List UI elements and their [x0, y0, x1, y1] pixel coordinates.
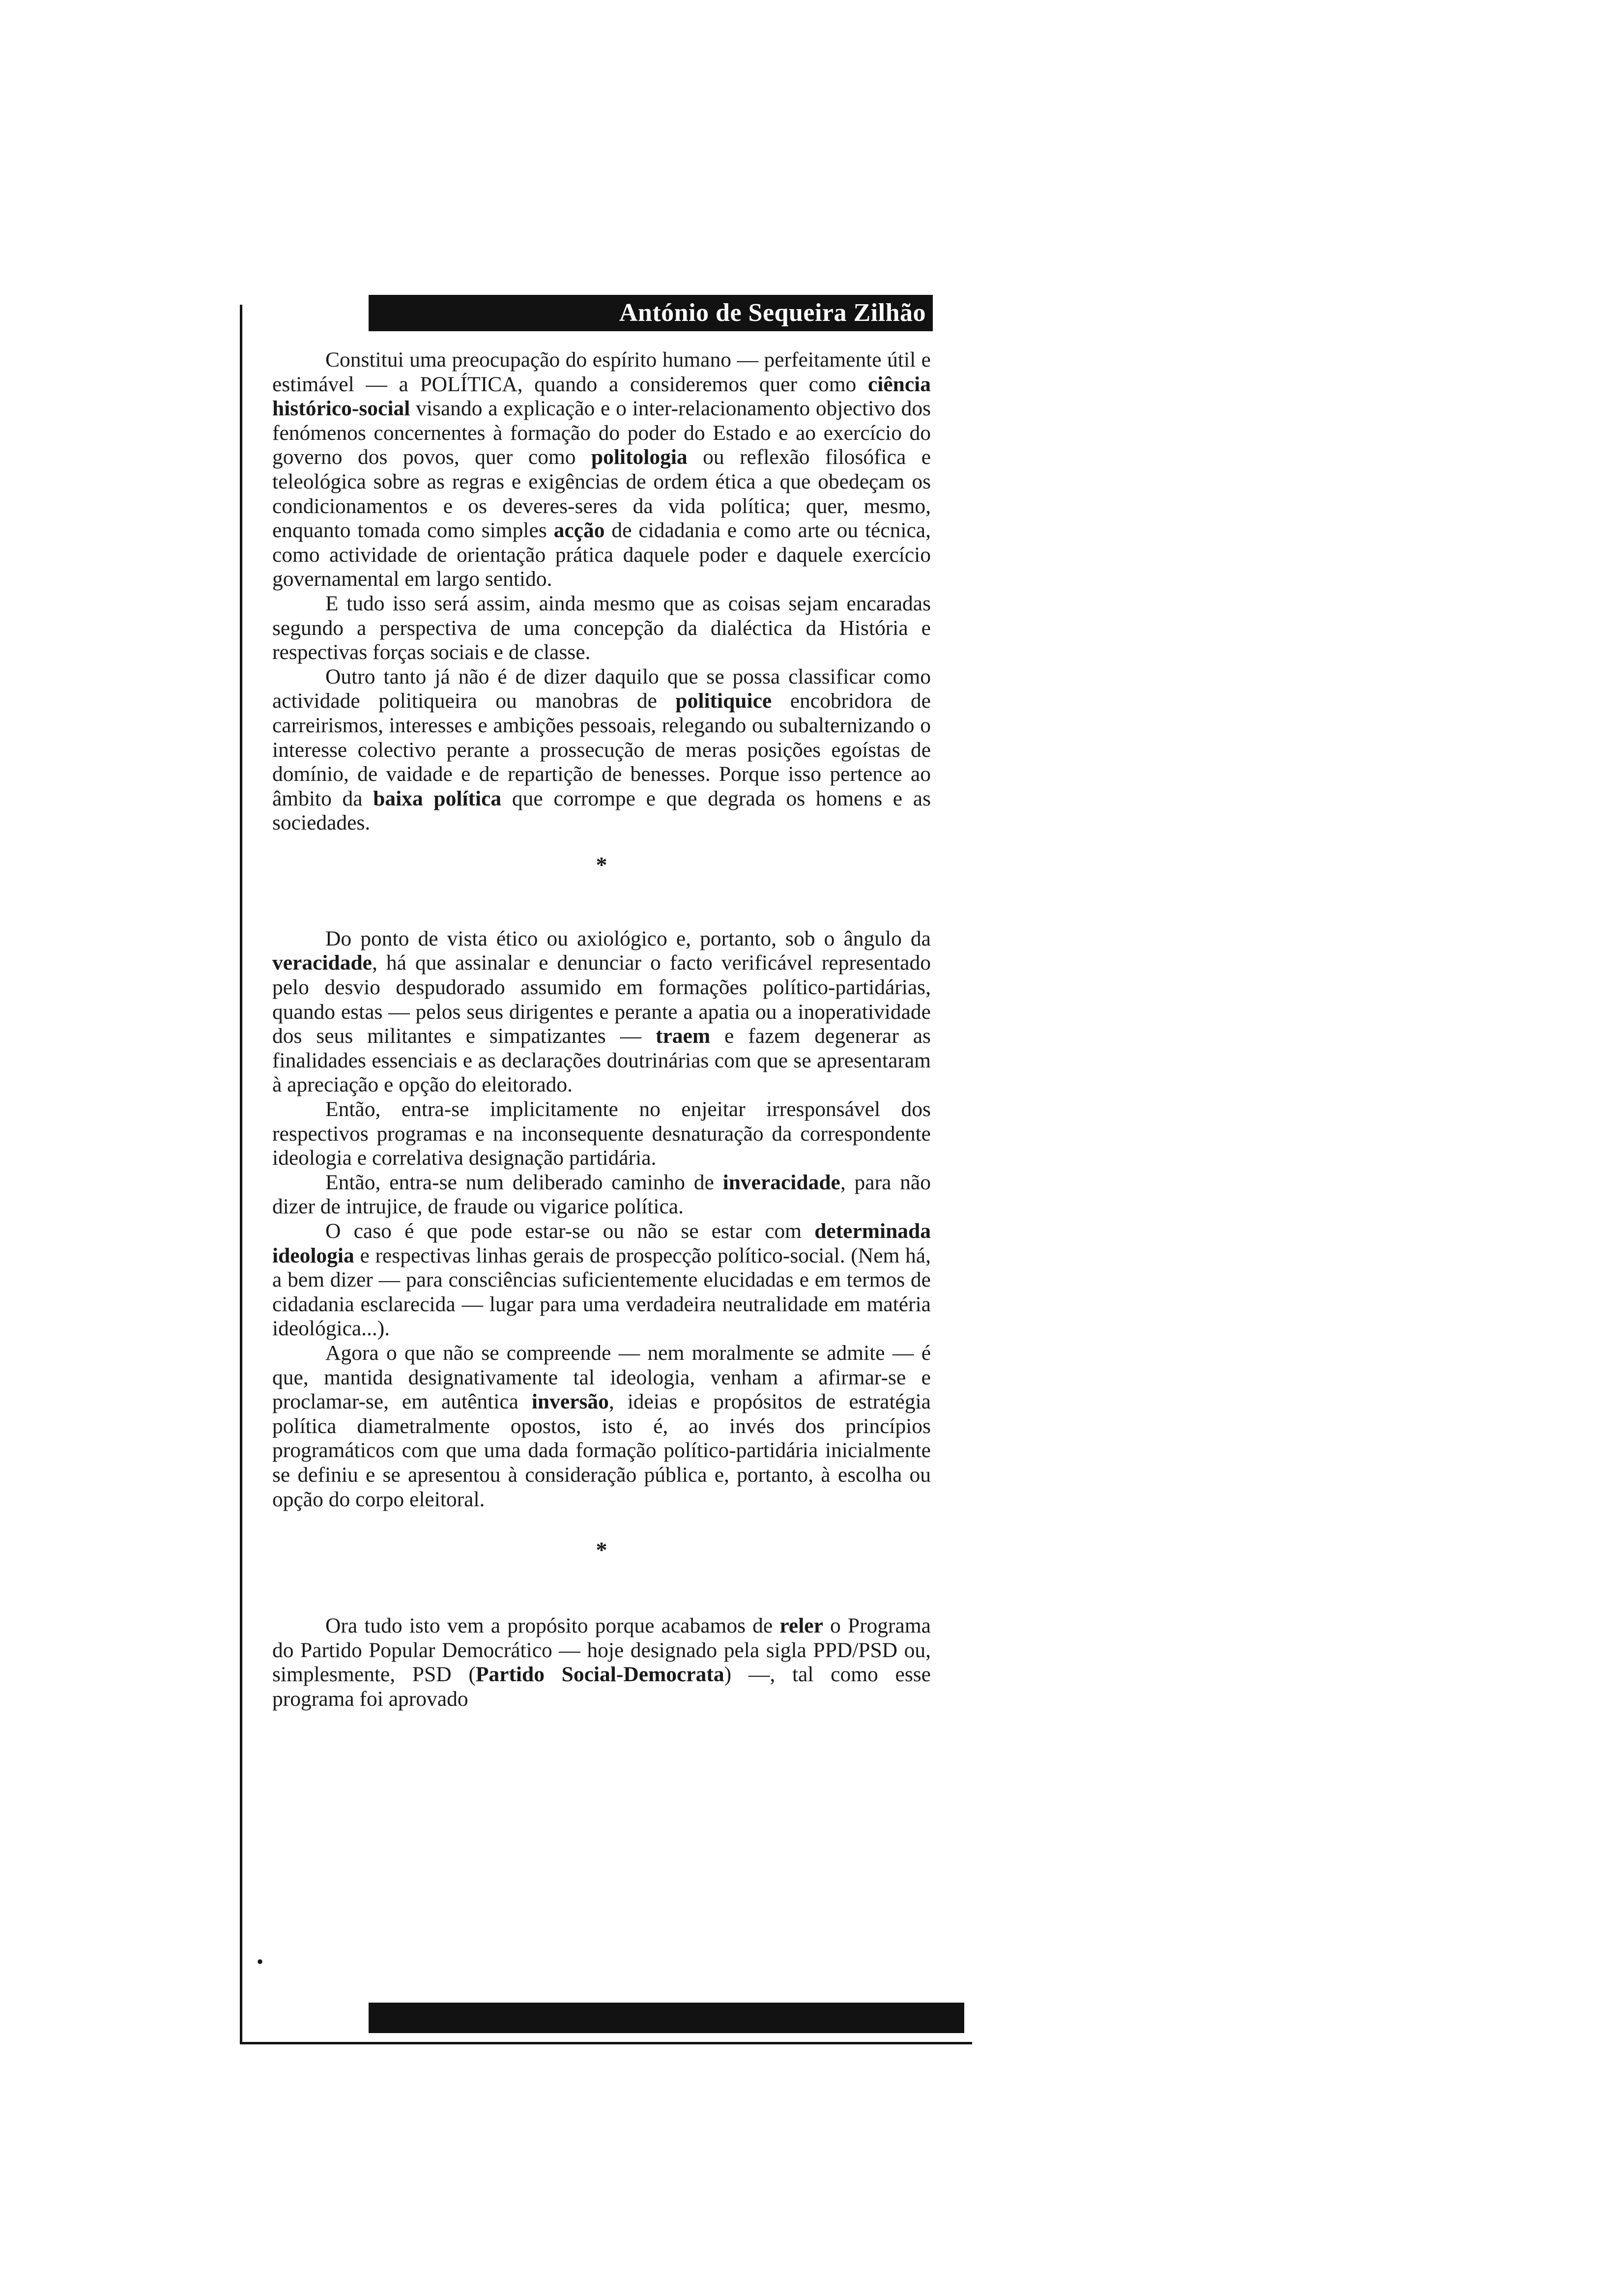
paragraph [272, 348, 931, 592]
body-text: visando a explicação e o inter-relacionamento objectivo dos fenómenos concernentes à formação do poder do Estado e ao exercício do governo dos povos, quer como [272, 397, 931, 469]
body-text: , há que assinalar e denunciar o facto verificável representado pelo desvio despudorado assumido em formações político-partidárias, quando estas — pelos seus dirigentes e perante a apatia ou a inoperatividade dos seus militantes e simpatizantes — [272, 951, 931, 1048]
body-text: e fazem degenerar as finalidades essenciais e as declarações doutrinárias com que se apresentaram à apreciação e opção do eleitorado. [272, 1024, 931, 1097]
section-separator: * [596, 852, 607, 877]
left-column-rule [240, 305, 242, 2044]
article-body [272, 348, 931, 1712]
body-text: E tudo isso será assim, ainda mesmo que as coisas sejam encaradas segundo a perspectiva de uma concepção da dialéctica da História e respectivas forças sociais e de classe. [272, 591, 931, 664]
emphasis-text: politologia [591, 445, 688, 469]
body-text: , ideias e propósitos de estratégia política diametralmente opostos, isto é, ao invés dos princípios programáticos com que uma dada formação político-partidária inicialmente se definiu e se apresentou à consideração pública e, portanto, à escolha ou opção do corpo eleitoral. [272, 1390, 931, 1511]
paragraph [272, 1341, 931, 1512]
emphasis-text: inveracidade [722, 1170, 840, 1194]
emphasis-text: reler [779, 1614, 823, 1638]
emphasis-text: traem [655, 1024, 711, 1048]
paragraph [272, 1219, 931, 1341]
author-name: António de Sequeira Zilhão [619, 299, 926, 327]
body-text: encobridora de carreirismos, interesses e ambições pessoais, relegando ou subalternizando o interesse colectivo perante a prossecução de meras posições egoístas de domínio, de vaidade e de repartição de benesses. Porque isso pertence ao âmbito da [272, 689, 931, 810]
body-text: Então, entra-se num deliberado caminho de [325, 1170, 723, 1194]
body-text: Outro tanto já não é de dizer daquilo que se possa classificar como actividade politiqueira ou manobras de [272, 664, 931, 713]
footer-banner [369, 2003, 964, 2033]
body-text: Constitui uma preocupação do espírito humano — perfeitamente útil e estimável — a POLÍTICA, quando a consideremos quer como [272, 348, 931, 396]
emphasis-text: veracidade [272, 951, 372, 975]
body-text: o Programa do Partido Popular Democrático — hoje designado pela sigla PPD/PSD ou, simplesmente, PSD ( [272, 1614, 931, 1687]
body-text: que corrompe e que degrada os homens e as sociedades. [272, 786, 931, 835]
body-text: Do ponto de vista ético ou axiológico e, portanto, sob o ângulo da [325, 926, 931, 950]
bottom-rule [240, 2042, 972, 2044]
paragraph [272, 1171, 931, 1219]
author-banner [369, 295, 933, 331]
paragraph [272, 927, 931, 1097]
section-separator: * [596, 1537, 607, 1563]
paragraph [272, 1614, 931, 1711]
emphasis-text: ciência histórico-social [272, 372, 931, 421]
body-text: ) —, tal como esse programa foi aprovado [272, 1663, 931, 1711]
emphasis-text: determinada ideologia [272, 1219, 931, 1267]
emphasis-text: Partido Social-Democrata [475, 1663, 724, 1687]
newspaper-clipping [240, 295, 972, 2044]
emphasis-text: inversão [531, 1390, 609, 1414]
body-text: de cidadania e como arte ou técnica, como actividade de orientação prática daquele poder e daquele exercício governamental em largo sentido. [272, 518, 931, 591]
emphasis-text: politiquice [675, 689, 772, 713]
margin-mark: • [257, 1951, 264, 1973]
body-text: Ora tudo isto vem a propósito porque acabamos de [325, 1614, 780, 1638]
body-text: ou reflexão filosófica e teleológica sobre as regras e exigências de ordem ética a que obedeçam os condicionamentos e os deveres-seres da vida política; quer, mesmo, enquanto tomada como simples [272, 445, 931, 543]
body-text: O caso é que pode estar-se ou não se estar com [325, 1219, 815, 1243]
body-text: Agora o que não se compreende — nem moralmente se admite — é que, mantida designativamente tal ideologia, venham a afirmar-se e proclamar-se, em autêntica [272, 1341, 931, 1414]
emphasis-text: acção [553, 518, 605, 543]
emphasis-text: baixa política [373, 786, 502, 810]
body-text: Então, entra-se implicitamente no enjeitar irresponsável dos respectivos programas e na inconsequente desnaturação da correspondente ideologia e correlativa designação partidária. [272, 1097, 931, 1170]
paragraph [272, 665, 931, 835]
body-text: e respectivas linhas gerais de prospecção político-social. (Nem há, a bem dizer — para consciências suficientemente elucidadas e em termos de cidadania esclarecida — lugar para uma verdadeira neutralidade em matéria ideológica...). [272, 1243, 931, 1341]
body-text: , para não dizer de intrujice, de fraude ou vigarice política. [272, 1170, 931, 1219]
paragraph [272, 592, 931, 665]
paragraph [272, 1097, 931, 1171]
